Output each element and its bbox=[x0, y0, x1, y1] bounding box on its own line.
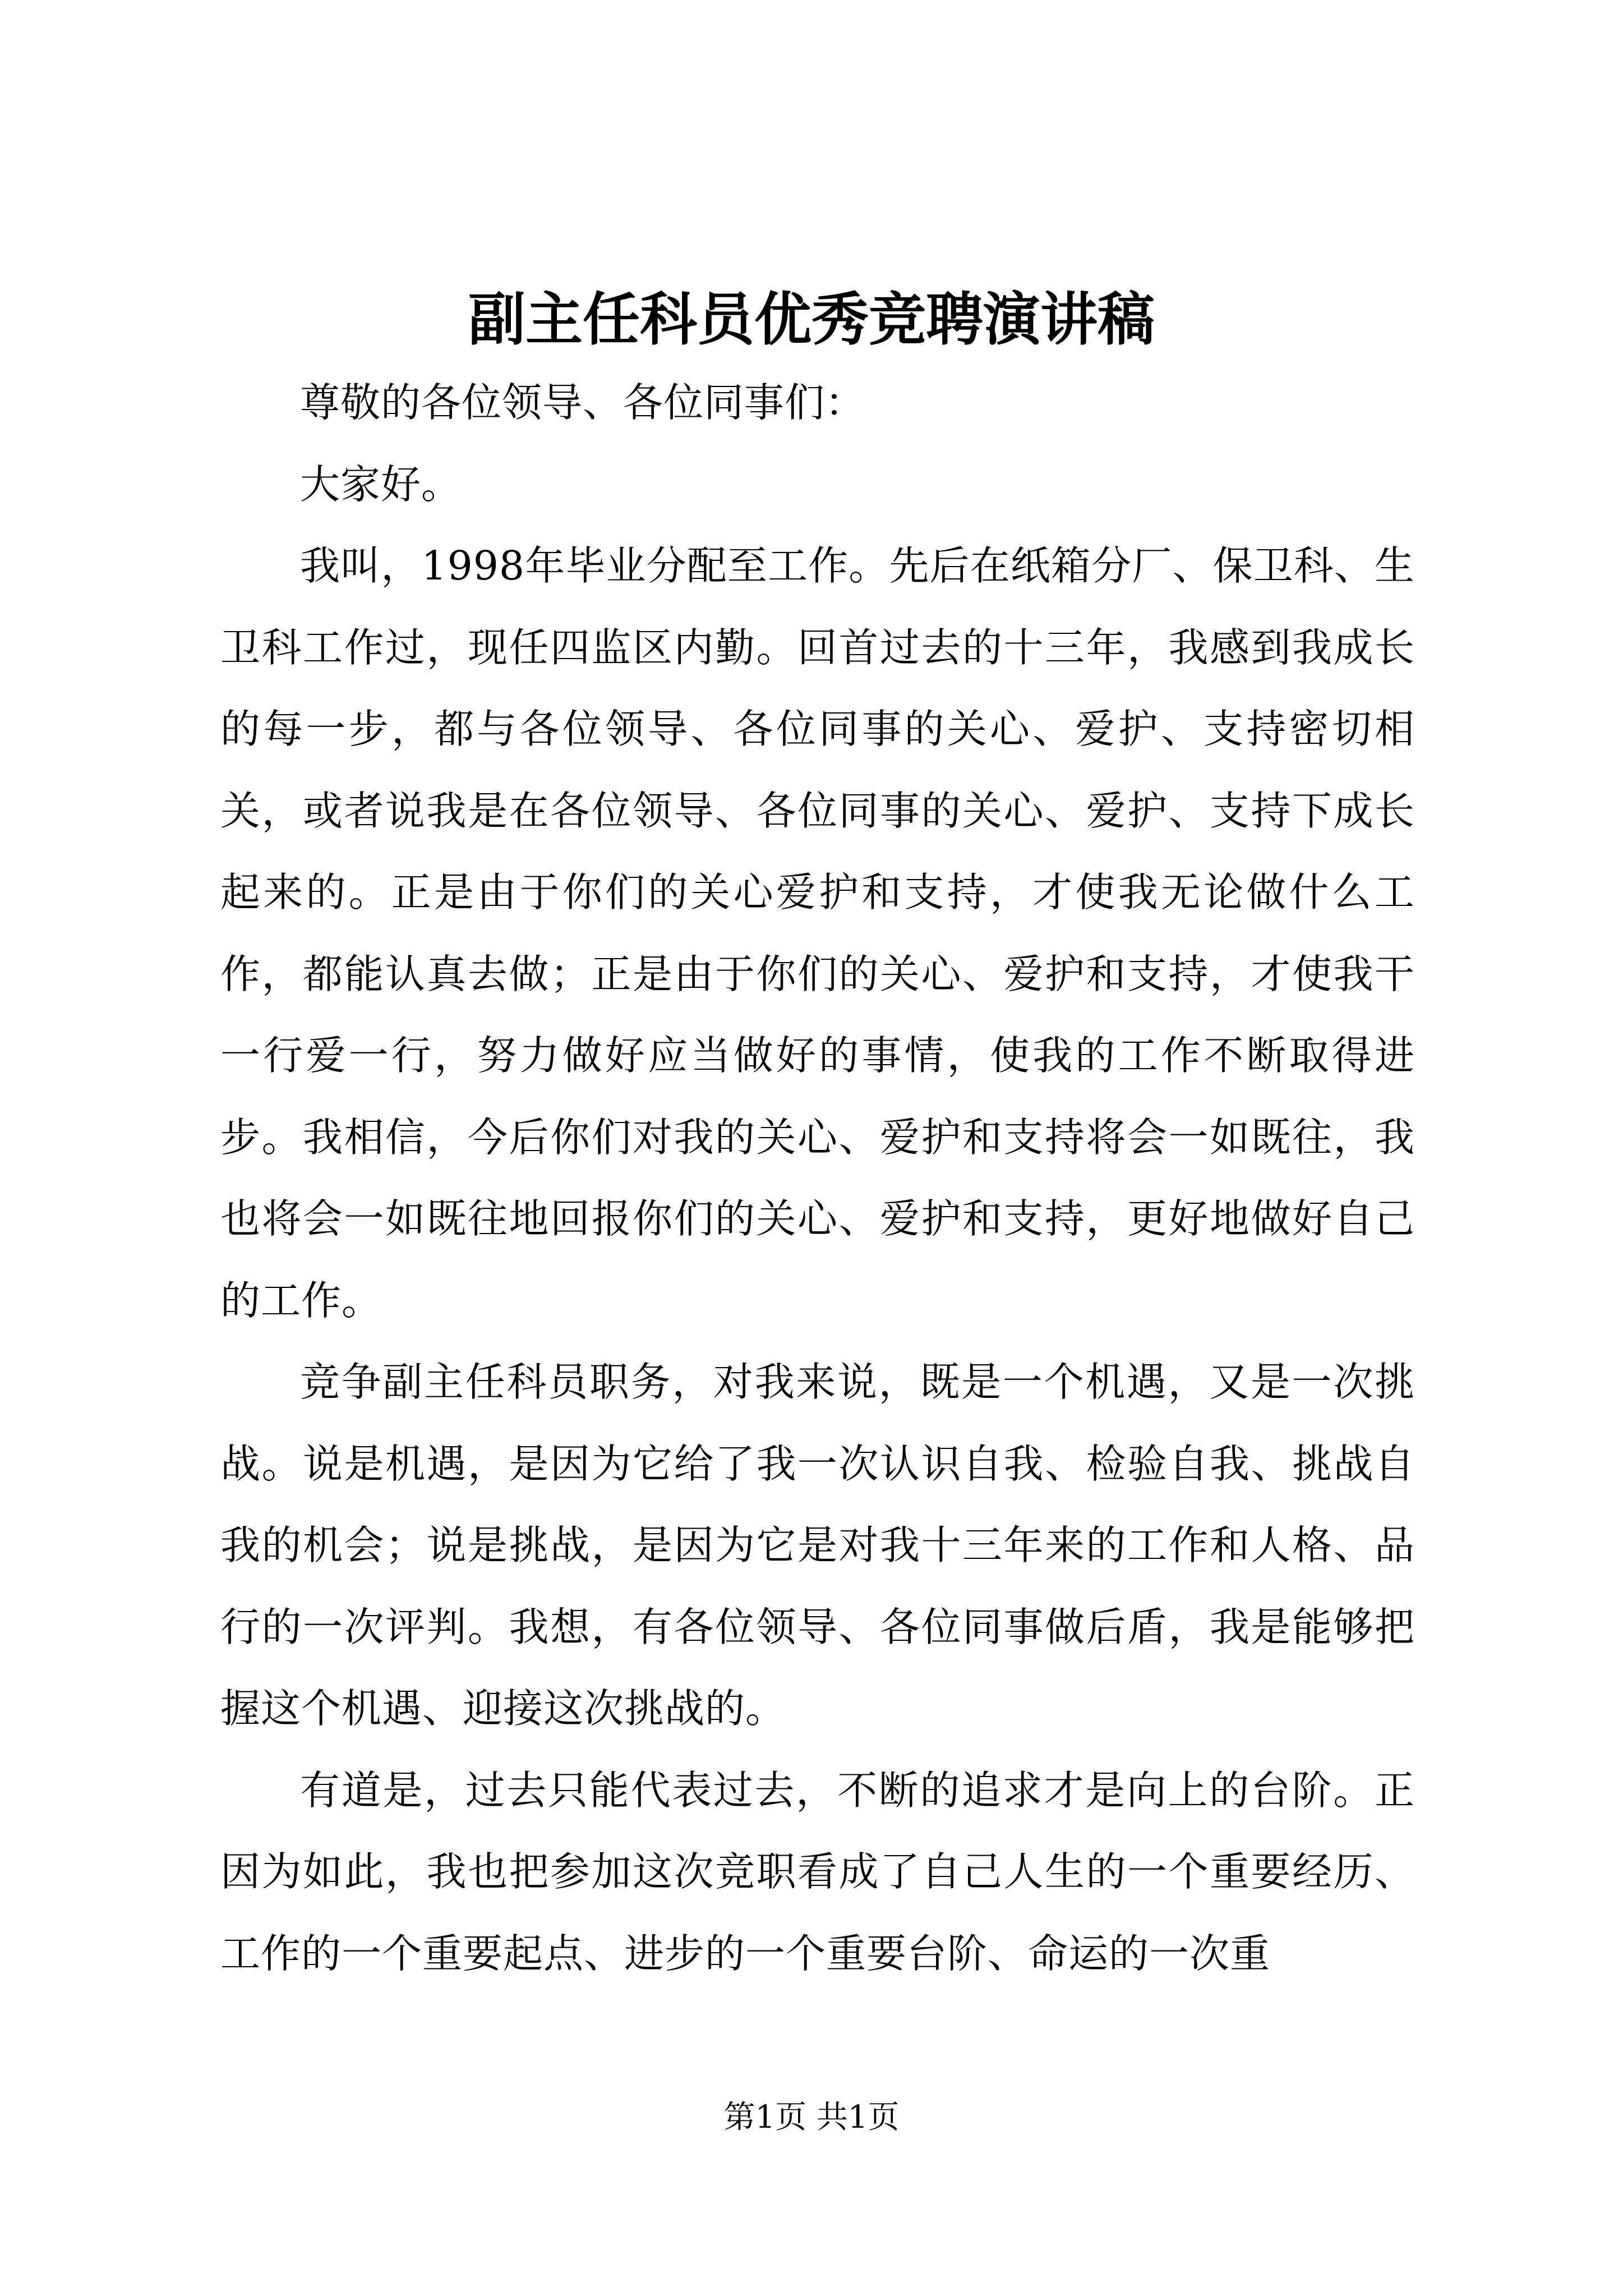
body-paragraph: 有道是，过去只能代表过去，不断的追求才是向上的台阶。正因为如此，我也把参加这次竞职看成了自己人生的一个重要经历、工作的一个重要起点、进步的一个重要台阶、命运的一次重 bbox=[220, 1766, 1415, 1977]
body-paragraph: 我叫，1998年毕业分配至工作。先后在纸箱分厂、保卫科、生卫科工作过，现任四监区内勤。回首过去的十三年，我感到我成长的每一步，都与各位领导、各位同事的关心、爱护、支持密切相关，或者说我是在各位领导、各位同事的关心、爱护、支持下成长起来的。正是由于你们的关心爱护和支持，才使我无论做什么工作，都能认真去做；正是由于你们的关心、爱护和支持，才使我干一行爱一行，努力做好应当做好的事情，使我的工作不断取得进步。我相信，今后你们对我的关心、爱护和支持将会一如既往，我也将会一如既往地回报你们的关心、爱护和支持，更好地做好自己的工作。 bbox=[220, 542, 1415, 1324]
document-body bbox=[220, 362, 1415, 1994]
page-number-footer: 第1页 共1页 bbox=[723, 2099, 900, 2136]
document-title: 副主任科员优秀竞聘演讲稿 bbox=[468, 286, 1155, 353]
body-paragraph: 竞争副主任科员职务，对我来说，既是一个机遇，又是一次挑战。说是机遇，是因为它给了我一次认识自我、检验自我、挑战自我的机会；说是挑战，是因为它是对我十三年来的工作和人格、品行的一次评判。我想，有各位领导、各位同事做后盾，我是能够把握这个机遇、迎接这次挑战的。 bbox=[220, 1359, 1415, 1732]
salutation-paragraph: 尊敬的各位领导、各位同事们： bbox=[300, 379, 866, 426]
greeting-paragraph: 大家好。 bbox=[300, 461, 462, 508]
